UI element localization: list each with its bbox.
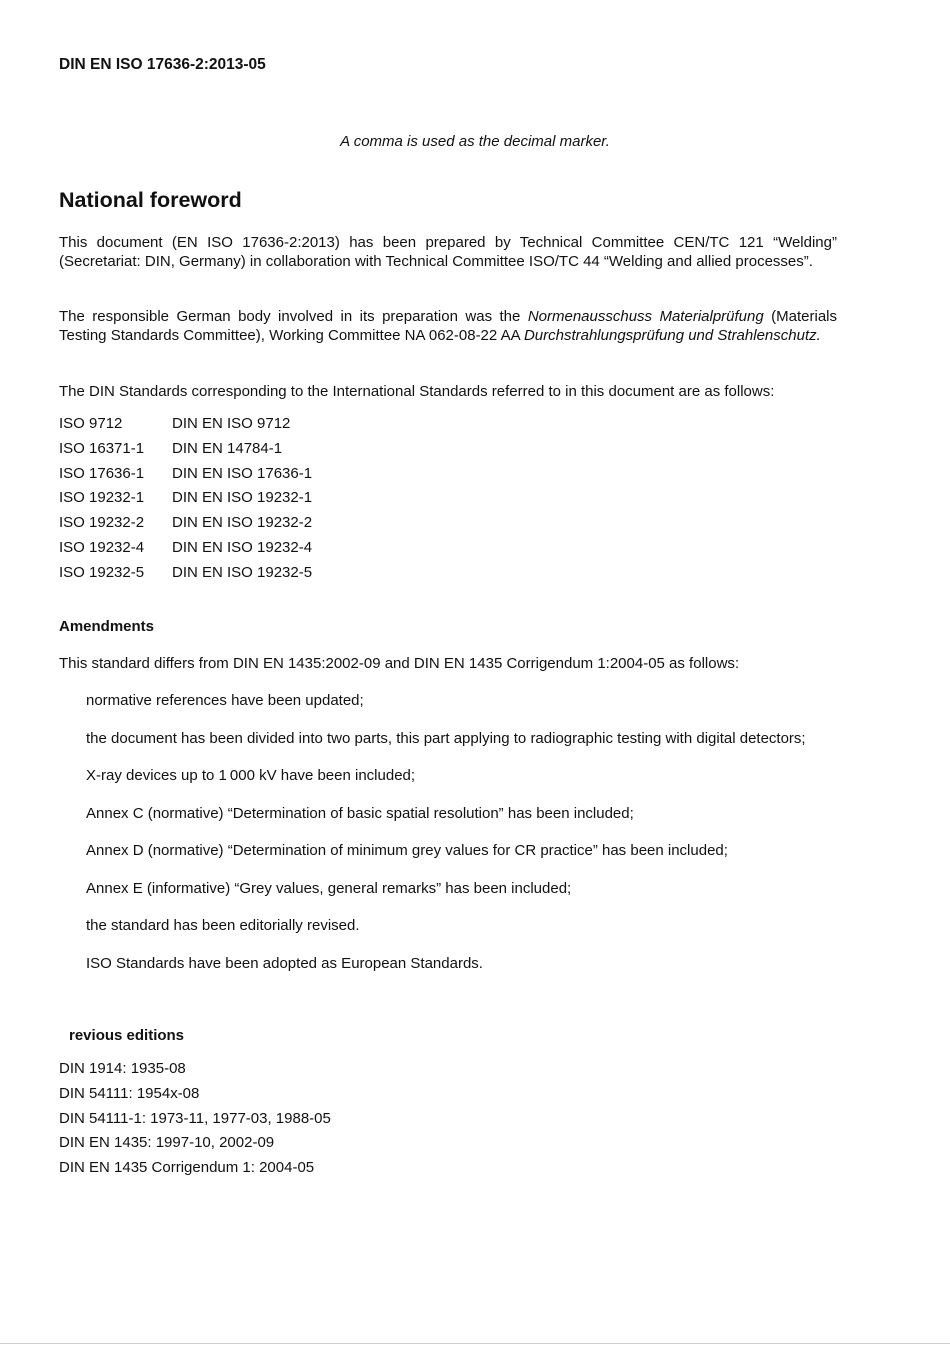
list-item: normative references have been updated; bbox=[86, 692, 364, 709]
amendments-intro: This standard differs from DIN EN 1435:2002-09 and DIN EN 1435 Corrigendum 1:2004-05 as follows: bbox=[59, 655, 740, 672]
section-title: National foreword bbox=[59, 188, 242, 212]
amendments-heading: Amendments bbox=[59, 618, 155, 635]
iso-standard: ISO 19232-1 bbox=[59, 489, 145, 507]
din-standard: DIN EN 14784-1 bbox=[172, 439, 283, 457]
iso-standard: ISO 19232-4 bbox=[59, 538, 145, 556]
amendments-list bbox=[86, 692, 837, 992]
iso-standard: ISO 19232-2 bbox=[59, 514, 145, 532]
din-standard: DIN EN ISO 19232-5 bbox=[172, 563, 313, 581]
standards-row bbox=[59, 539, 312, 564]
document-header: DIN EN ISO 17636-2:2013-05 bbox=[59, 56, 266, 73]
din-standard: DIN EN ISO 19232-4 bbox=[172, 538, 313, 556]
previous-editions-heading: revious editions bbox=[69, 1027, 185, 1044]
list-item: Annex D (normative) “Determination of minimum grey values for CR practice” has been included; bbox=[86, 842, 728, 859]
list-item: DIN 54111-1: 1973-11, 1977-03, 1988-05 bbox=[59, 1109, 331, 1127]
standards-correspondence-list bbox=[59, 415, 312, 589]
list-item: the document has been divided into two parts, this part applying to radiographic testing with digital detectors; bbox=[86, 729, 806, 747]
committee-name-de: Normenausschuss Materialprüfung bbox=[527, 308, 764, 325]
list-item: DIN EN 1435 Corrigendum 1: 2004-05 bbox=[59, 1159, 315, 1177]
list-item: DIN EN 1435: 1997-10, 2002-09 bbox=[59, 1134, 275, 1152]
standards-row bbox=[59, 514, 312, 539]
paragraph-text: The responsible German body involved in its preparation was the bbox=[59, 308, 528, 325]
list-item: Annex E (informative) “Grey values, general remarks” has been included; bbox=[86, 879, 572, 897]
din-standard: DIN EN ISO 19232-2 bbox=[172, 514, 313, 532]
standards-row bbox=[59, 564, 312, 589]
standards-row bbox=[59, 465, 312, 490]
standards-row bbox=[59, 415, 312, 440]
standards-row bbox=[59, 440, 312, 465]
list-item: ISO Standards have been adopted as European Standards. bbox=[86, 954, 483, 972]
list-item: X-ray devices up to 1 000 kV have been included; bbox=[86, 767, 416, 784]
foreword-paragraph-2 bbox=[59, 308, 837, 345]
list-item: DIN 54111: 1954x-08 bbox=[59, 1084, 200, 1102]
page-bottom-rule bbox=[0, 1343, 950, 1344]
din-standard: DIN EN ISO 17636-1 bbox=[172, 464, 313, 482]
iso-standard: ISO 17636-1 bbox=[59, 464, 145, 482]
iso-standard: ISO 19232-5 bbox=[59, 563, 145, 581]
iso-standard: ISO 16371-1 bbox=[59, 439, 145, 457]
working-committee-name-de: Durchstrahlungsprüfung und Strahlenschutz. bbox=[523, 326, 821, 344]
standards-row bbox=[59, 489, 312, 514]
previous-editions-list bbox=[59, 1060, 331, 1184]
iso-standard: ISO 9712 bbox=[59, 415, 123, 432]
list-item: the standard has been editorially revised. bbox=[86, 917, 360, 934]
foreword-paragraph-3: The DIN Standards corresponding to the International Standards referred to in this document are as follows: bbox=[59, 383, 775, 400]
list-item: Annex C (normative) “Determination of basic spatial resolution” has been included; bbox=[86, 804, 634, 822]
foreword-paragraph-1: This document (EN ISO 17636-2:2013) has been prepared by Technical Committee CEN/TC 121 “Welding” (Secretariat: DIN, Germany) in collaboration with Technical Committee ISO/TC 44 “Welding and allied processes”. bbox=[59, 234, 837, 270]
list-item: DIN 1914: 1935-08 bbox=[59, 1060, 186, 1077]
decimal-marker-note: A comma is used as the decimal marker. bbox=[340, 133, 610, 150]
paragraph-text: (Materials Testing Standards Committee), Working Committee NA 062-08-22 AA bbox=[59, 308, 837, 344]
din-standard: DIN EN ISO 9712 bbox=[172, 415, 291, 432]
din-standard: DIN EN ISO 19232-1 bbox=[172, 489, 313, 507]
